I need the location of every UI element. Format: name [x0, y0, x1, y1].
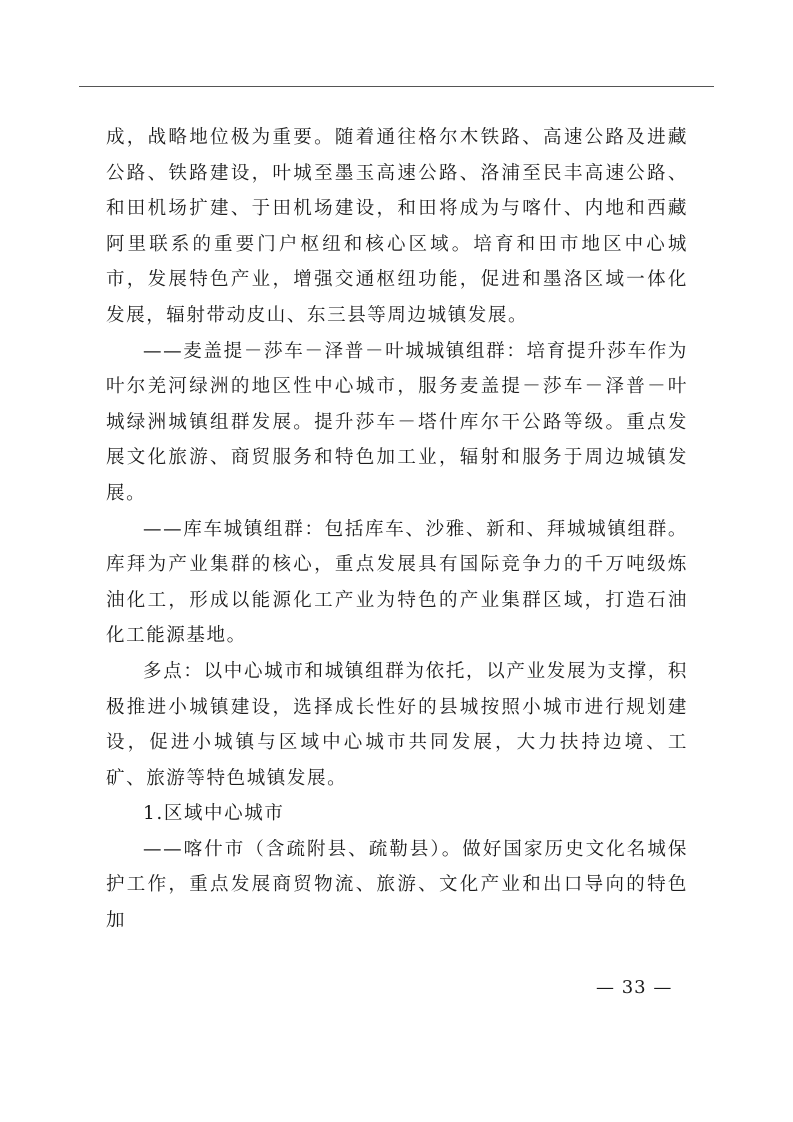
- page-number: — 33 —: [596, 977, 673, 998]
- paragraph-kuche-cluster: ——库车城镇组群：包括库车、沙雅、新和、拜城城镇组群。库拜为产业集群的核心，重点发展具有国际竞争力的千万吨级炼油化工，形成以能源化工产业为特色的产业集群区域，打造石油化工能源基地。: [106, 518, 688, 647]
- paragraph-shache-cluster: ——麦盖提－莎车－泽普－叶城城镇组群：培育提升莎车作为叶尔羌河绿洲的地区性中心城市，服务麦盖提－莎车－泽普－叶城绿洲城镇组群发展。提升莎车－塔什库尔干公路等级。重点发展文化旅游、商贸服务和特色加工业，辐射和服务于周边城镇发展。: [106, 340, 688, 504]
- body-text: [106, 120, 688, 939]
- section-heading-regional-centers: 1.区域中心城市: [143, 803, 285, 825]
- header-divider: [79, 86, 714, 87]
- paragraph-kashi: ——喀什市（含疏附县、疏勒县）。做好国家历史文化名城保护工作，重点发展商贸物流、旅游、文化产业和出口导向的特色加: [106, 838, 688, 932]
- paragraph-hetian-continuation: 成，战略地位极为重要。随着通往格尔木铁路、高速公路及进藏公路、铁路建设，叶城至墨玉高速公路、洛浦至民丰高速公路、和田机场扩建、于田机场建设，和田将成为与喀什、内地和西藏阿里联系的重要门户枢纽和核心区域。培育和田市地区中心城市，发展特色产业，增强交通枢纽功能，促进和墨洛区域一体化发展，辐射带动皮山、东三县等周边城镇发展。: [106, 127, 688, 326]
- paragraph-multi-point: 多点：以中心城市和城镇组群为依托，以产业发展为支撑，积极推进小城镇建设，选择成长性好的县城按照小城市进行规划建设，促进小城镇与区域中心城市共同发展，大力扶持边境、工矿、旅游等特色城镇发展。: [106, 660, 688, 789]
